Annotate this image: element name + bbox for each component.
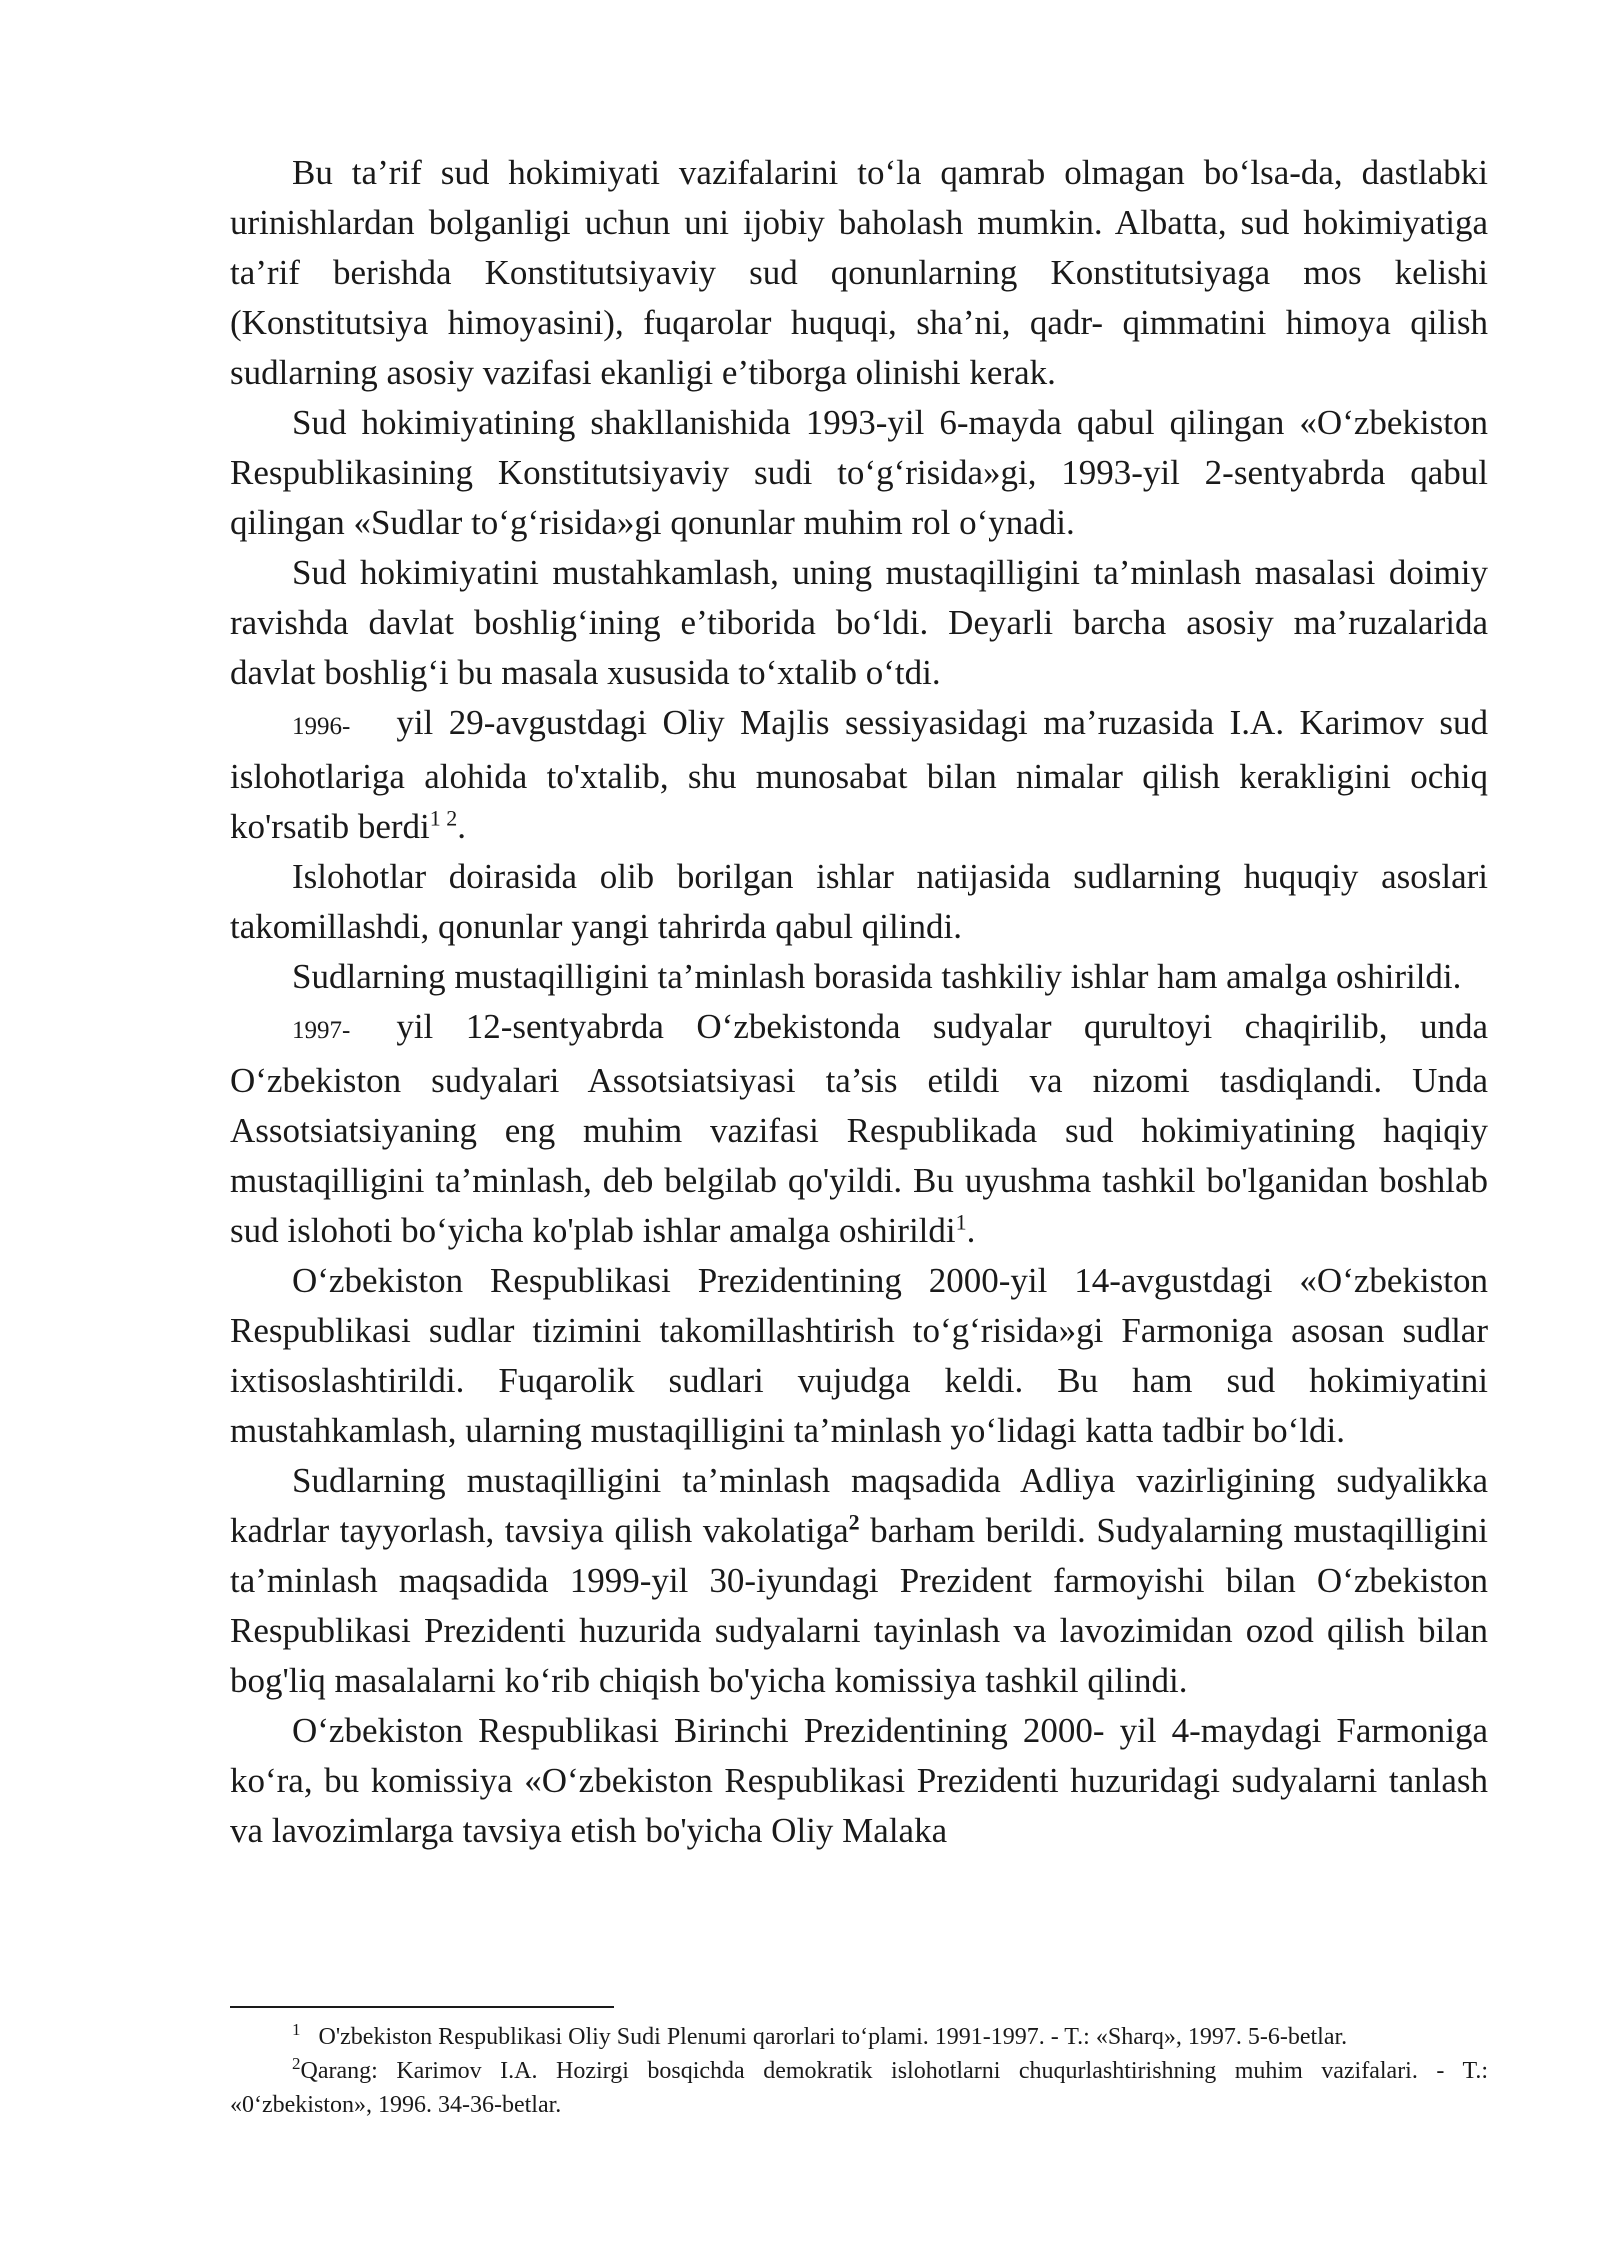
footnote-text: Qarang: Karimov I.A. Hozirgi bosqichda demokratik islohotlarni chuqurlashtirishning muhim vazifalari. - T.: «0‘zbekiston», 1996. 34-36-betlar. — [230, 2058, 1488, 2118]
paragraph — [230, 1256, 1488, 1456]
paragraph-tail: . — [966, 1211, 976, 1250]
paragraph-text: O‘zbekiston Respublikasi Prezidentining 2000-yil 14-avgustdagi «O‘zbekiston Respublikasi sudlar tizimini takomillashtirish to‘g‘risida»gi Farmoniga asosan sudlar ixtisoslashtirildi. Fuqarolik sudlari vujudga keldi. Bu ham sud hokimiyatini mustahkamlash, ularning mustaqilligini ta’minlash yo‘lidagi katta tadbir bo‘ldi. — [230, 1261, 1488, 1450]
footnote-reference[interactable]: 2 — [848, 1509, 860, 1535]
paragraph — [230, 148, 1488, 398]
paragraph-text: Sudlarning mustaqilligini ta’minlash borasida tashkiliy ishlar ham amalga oshirildi. — [292, 957, 1462, 996]
paragraph — [230, 852, 1488, 952]
paragraph — [230, 1706, 1488, 1856]
paragraph — [230, 548, 1488, 698]
footnote — [230, 2020, 1488, 2054]
footnote-mark: 1 — [292, 2020, 301, 2039]
footnotes — [230, 2020, 1488, 2122]
paragraph — [230, 398, 1488, 548]
footnote-mark: 2 — [292, 2054, 301, 2073]
paragraph — [230, 1002, 1488, 1256]
paragraph — [230, 952, 1488, 1002]
paragraph-tail: . — [457, 807, 466, 846]
year-number: 1997- — [292, 1017, 351, 1044]
document-body — [230, 148, 1488, 1856]
footnote — [230, 2054, 1488, 2122]
paragraph-text: yil 29-avgustdagi Oliy Majlis sessiyasidagi ma’ruzasida I.A. Karimov sud islohotlariga alohida to'xtalib, shu munosabat bilan nimalar qilish kerakligini ochiq ko'rsatib berdi — [230, 703, 1488, 846]
footnote-reference[interactable]: 1 2 — [429, 805, 458, 831]
year-number: 1996- — [292, 713, 351, 740]
footnote-text: O'zbekiston Respublikasi Oliy Sudi Plenumi qarorlari to‘plami. 1991-1997. - T.: «Sharq», 1997. 5-6-betlar. — [318, 2024, 1348, 2050]
paragraph-text: Islohotlar doirasida olib borilgan ishlar natijasida sudlarning huquqiy asoslari takomillashdi, qonunlar yangi tahrirda qabul qilindi. — [230, 857, 1488, 946]
paragraph-text: Sud hokimiyatining shakllanishida 1993-yil 6-mayda qabul qilingan «O‘zbekiston Respublikasining Konstitutsiyaviy sudi to‘g‘risida»gi, 1993-yil 2-sentyabrda qabul qilingan «Sudlar to‘g‘risida»gi qonunlar muhim rol o‘ynadi. — [230, 403, 1488, 542]
paragraph-text: yil 12-sentyabrda O‘zbekistonda sudyalar qurultoyi chaqirilib, unda O‘zbekiston sudyalari Assotsiatsiyasi ta’sis etildi va nizomi tasdiqlandi. Unda Assotsiatsiyaning eng muhim vazifasi Respublikada sud hokimiyatining haqiqiy mustaqilligini ta’minlash, deb belgilab qo'yildi. Bu uyushma tashkil bo'lganidan boshlab sud islohoti bo‘yicha ko'plab ishlar amalga oshirildi — [230, 1007, 1488, 1250]
paragraph-text: Sudlarning mustaqilligini ta’minlash maqsadida Adliya vazirligining sudyalikka kadrlar tayyorlash, tavsiya qilish vakolatiga — [230, 1461, 1488, 1550]
paragraph-text: Sud hokimiyatini mustahkamlash, uning mustaqilligini ta’minlash masalasi doimiy ravishda davlat boshlig‘ining e’tiborida bo‘ldi. Deyarli barcha asosiy ma’ruzalarida davlat boshlig‘i bu masala xususida to‘xtalib o‘tdi. — [230, 553, 1488, 692]
paragraph — [230, 1456, 1488, 1706]
paragraph-tail: barham berildi. Sudyalarning mustaqilligini ta’minlash maqsadida 1999-yil 30-iyundagi Prezident farmoyishi bilan O‘zbekiston Respublikasi Prezidenti huzurida sudyalarni tayinlash va lavozimidan ozod qilish bilan bog'liq masalalarni ko‘rib chiqish bo'yicha komissiya tashkil qilindi. — [230, 1511, 1488, 1700]
paragraph-text: O‘zbekiston Respublikasi Birinchi Prezidentining 2000- yil 4-maydagi Farmoniga ko‘ra, bu komissiya «O‘zbekiston Respublikasi Prezidenti huzuridagi sudyalarni tanlash va lavozimlarga tavsiya etish bo'yicha Oliy Malaka — [230, 1711, 1488, 1850]
paragraph-text: Bu ta’rif sud hokimiyati vazifalarini to‘la qamrab olmagan bo‘lsa-da, dastlabki urinishlardan bolganligi uchun uni ijobiy baholash mumkin. Albatta, sud hokimiyatiga ta’rif berishda Konstitutsiyaviy sud qonunlarning Konstitutsiyaga mos kelishi (Konstitutsiya himoyasini), fuqarolar huquqi, sha’ni, qadr- qimmatini himoya qilish sudlarning asosiy vazifasi ekanligi e’tiborga olinishi kerak. — [230, 153, 1488, 392]
paragraph — [230, 698, 1488, 852]
footnote-separator — [230, 2006, 614, 2008]
footnote-reference[interactable]: 1 — [955, 1209, 967, 1235]
